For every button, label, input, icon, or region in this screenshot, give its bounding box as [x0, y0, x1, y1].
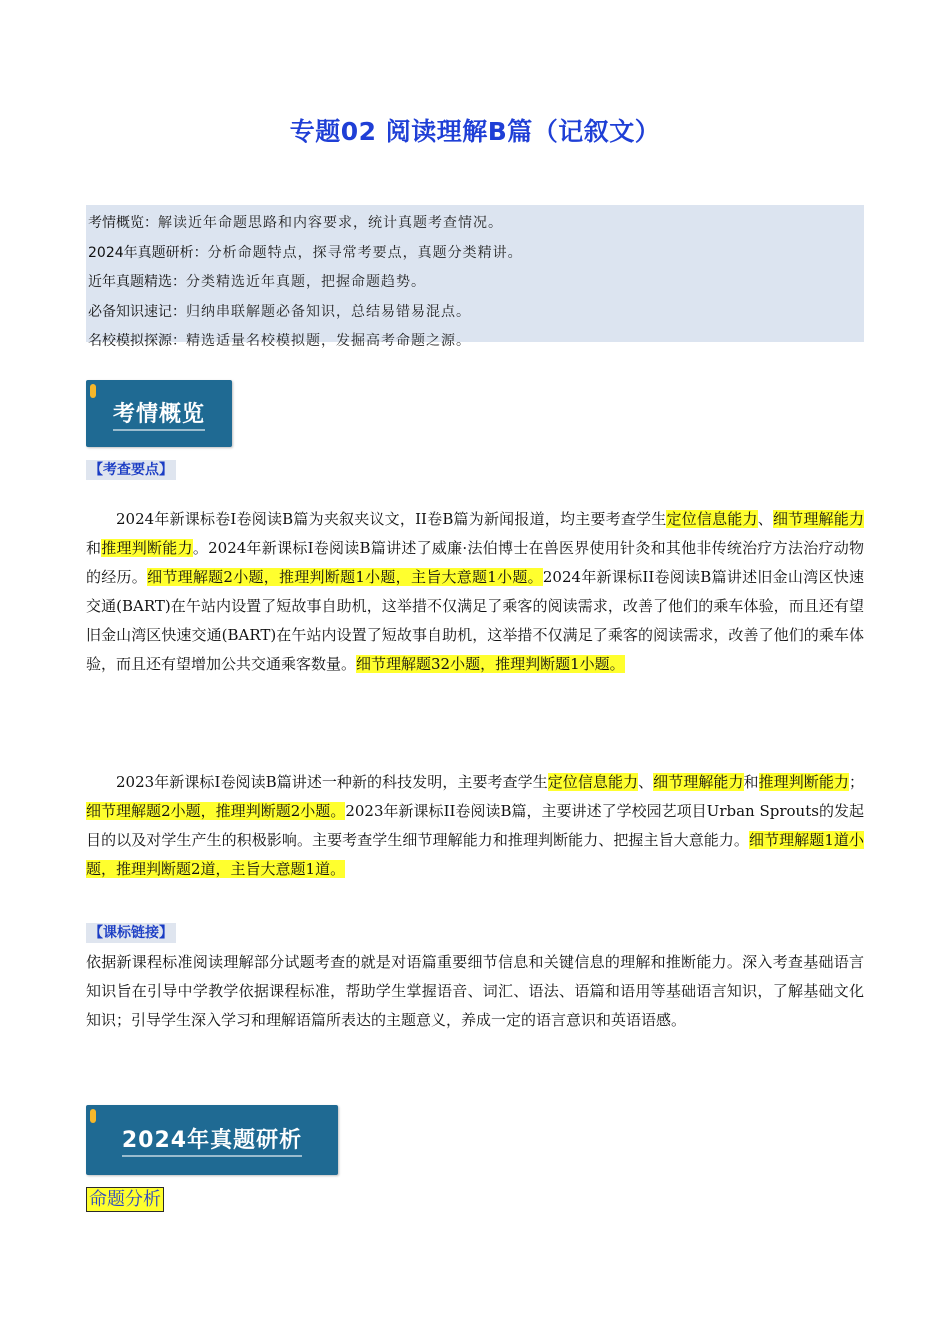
overview-key: 近年真题精选： [88, 274, 186, 290]
highlight: 推理判断能力 [758, 773, 849, 791]
tag-exam-points: 【考查要点】 [86, 460, 176, 480]
overview-row [88, 327, 860, 357]
section-banner-overview [86, 380, 232, 447]
overview-row [88, 268, 860, 298]
highlight: 定位信息能力 [666, 510, 758, 528]
highlight: 细节理解题2小题，推理判断题2小题。 [86, 802, 346, 820]
paragraph-curriculum: 依据新课程标准阅读理解部分试题考查的就是对语篇重要细节信息和关键信息的理解和推断能力。深入考查基础语言知识旨在引导中学教学依据课程标准，帮助学生掌握语音、词汇、语法、语篇和语用等基础语言知识，了解基础文化知识；引导学生深入学习和理解语篇所表达的主题意义，养成一定的语言意识和英语语感。 [86, 953, 864, 1029]
highlight: 细节理解题32小题，推理判断题1小题。 [356, 655, 625, 673]
overview-row [88, 239, 860, 269]
highlight: 细节理解题1道小题，推理判断题2道，主旨大意题1道。 [86, 831, 865, 878]
overview-row [88, 298, 860, 328]
banner-accent-bar [90, 384, 96, 398]
overview-box [86, 205, 864, 349]
highlight: 细节理解题2小题，推理判断题1小题，主旨大意题1小题。 [147, 568, 543, 586]
subheading-analysis: 命题分析 [86, 1187, 164, 1212]
section-banner-2024-analysis [86, 1105, 338, 1175]
banner-title: 2024年真题研析 [122, 1123, 302, 1157]
overview-key: 必备知识速记： [88, 303, 186, 320]
highlight: 细节理解能力 [772, 510, 864, 528]
paragraph-2023: 2023年新课标I卷阅读B篇讲述一种新的科技发明，主要考查学生定位信息能力、细节理解能力和推理判断能力；细节理解题2小题，推理判断题2小题。2023年新课标II卷阅读B篇，主要讲述了学校园艺项目Urban Sprouts的发起目的以及对学生产生的积极影响。主要考查学生细节理解能力和推理判断能力、把握主旨大意能力。细节理解题1道小题，推理判断题2道，主旨大意题1道。 [86, 773, 865, 878]
page-title: 专题02 阅读理解B篇（记叙文） [289, 117, 661, 146]
highlight: 定位信息能力 [547, 773, 639, 791]
paragraph-2024: 2024年新课标卷I卷阅读B篇为夹叙夹议文，II卷B篇为新闻报道，均主要考查学生定位信息能力、细节理解能力和推理判断能力。2024年新课标I卷阅读B篇讲述了威廉·法伯博士在兽医界使用针灸和其他非传统治疗方法治疗动物的经历。细节理解题2小题，推理判断题1小题，主旨大意题1小题。2024年新课标II卷阅读B篇讲述旧金山湾区快速交通(BART)在午站内设置了短故事自助机，这举措不仅满足了乘客的阅读需求，改善了他们的乘车体验，而且还有望旧金山湾区快速交通(BART)在午站内设置了短故事自助机，这举措不仅满足了乘客的阅读需求，改善了他们的乘车体验，而且还有望增加公共交通乘客数量。细节理解题32小题，推理判断题1小题。 [86, 510, 864, 673]
overview-key: 名校模拟探源： [88, 333, 186, 349]
tag-curriculum-link: 【课标链接】 [86, 923, 176, 943]
overview-value: 归纳串联解题必备知识，总结易错易混点。 [186, 303, 471, 320]
overview-value: 精选适量名校模拟题，发掘高考命题之源。 [186, 333, 471, 349]
highlight: 推理判断能力 [101, 539, 193, 557]
overview-value: 分类精选近年真题，把握命题趋势。 [186, 274, 426, 290]
overview-value: 解读近年命题思路和内容要求，统计真题考查情况。 [158, 215, 503, 231]
overview-value: 分析命题特点，探寻常考要点，真题分类精讲。 [207, 244, 523, 261]
overview-key: 2024年真题研析： [88, 244, 208, 261]
overview-row [88, 209, 860, 239]
highlight: 细节理解能力 [653, 773, 744, 791]
overview-key: 考情概览： [88, 215, 158, 231]
banner-accent-bar [90, 1109, 96, 1123]
banner-title: 考情概览 [113, 397, 205, 431]
